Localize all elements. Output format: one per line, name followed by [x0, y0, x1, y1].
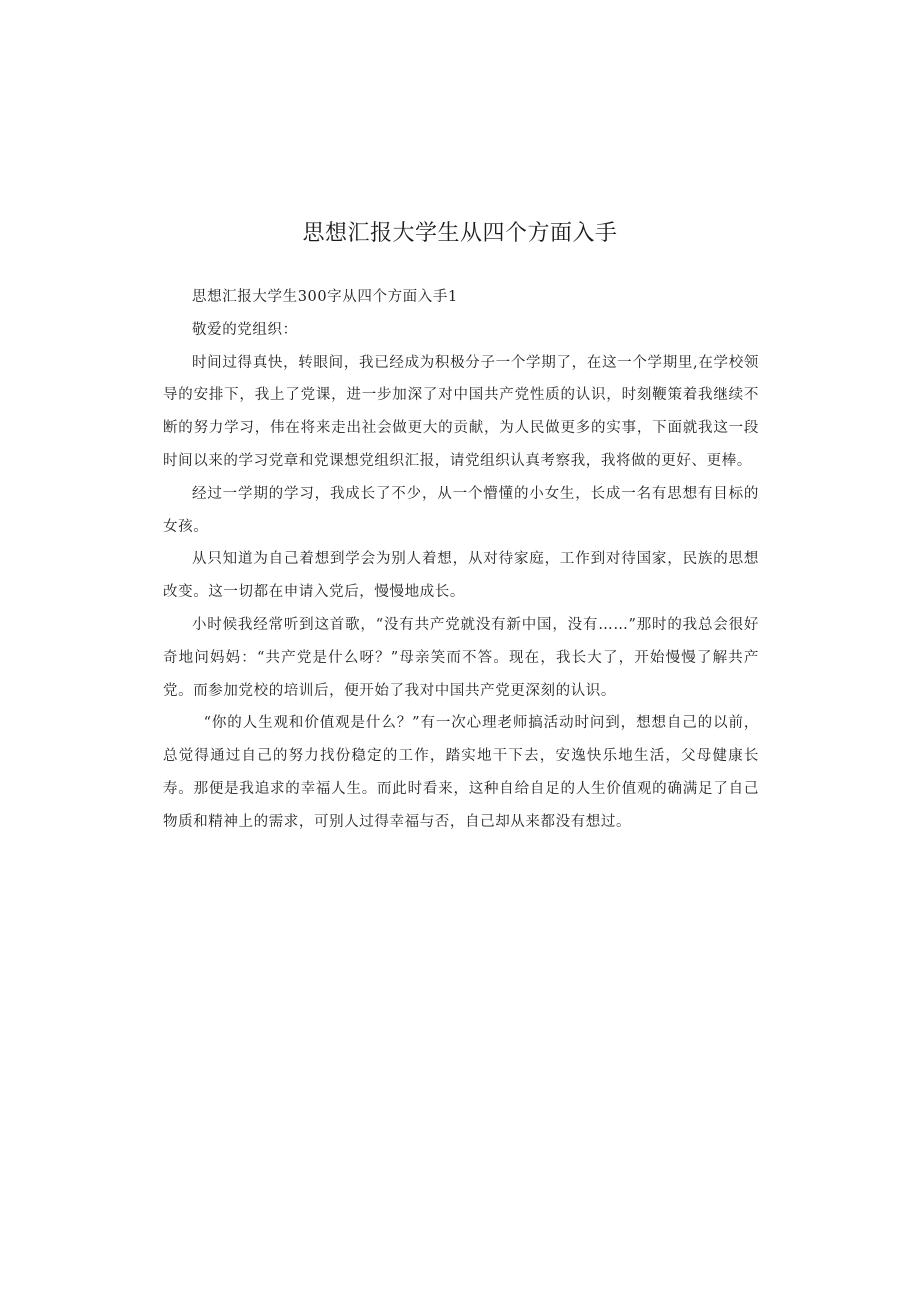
- paragraph-5: “你的人生观和价值观是什么？”有一次心理老师搞活动时问到，想想自己的以前，总觉得通过自己的努力找份稳定的工作，踏实地干下去，安逸快乐地生活，父母健康长寿。那便是我追求的幸福人生。而此时看来，这种自给自足的人生价值观的确满足了自己物质和精神上的需求，可别人过得幸福与否，自己却从来都没有想过。: [163, 715, 759, 830]
- paragraph-2: 经过一学期的学习，我成长了不少，从一个懵懂的小女生，长成一名有思想有目标的女孩。: [163, 485, 759, 535]
- paragraph-1: 时间过得真快，转眼间，我已经成为积极分子一个学期了，在这一个学期里,在学校领导的安排下，我上了党课，进一步加深了对中国共产党性质的认识，时刻鞭策着我继续不断的努力学习，伟在将来走出社会做更大的贡献，为人民做更多的实事，下面就我这一段时间以来的学习党章和党课想党组织汇报，请党组织认真考察我，我将做的更好、更棒。: [163, 354, 759, 469]
- document-title: 思想汇报大学生从四个方面入手: [302, 221, 618, 246]
- paragraph-4: 小时候我经常听到这首歌，“没有共产党就没有新中国，没有……”那时的我总会很好奇地问妈妈：“共产党是什么呀？”母亲笑而不答。现在，我长大了，开始慢慢了解共产党。而参加党校的培训后，便开始了我对中国共产党更深刻的认识。: [163, 616, 759, 699]
- salutation: 敬爱的党组织：: [192, 321, 298, 338]
- document-body: [163, 281, 759, 839]
- document-subtitle: 思想汇报大学生300字从四个方面入手1: [192, 289, 458, 305]
- paragraph-3: 从只知道为自己着想到学会为别人着想，从对待家庭，工作到对待国家，民族的思想改变。这一切都在申请入党后，慢慢地成长。: [163, 551, 759, 601]
